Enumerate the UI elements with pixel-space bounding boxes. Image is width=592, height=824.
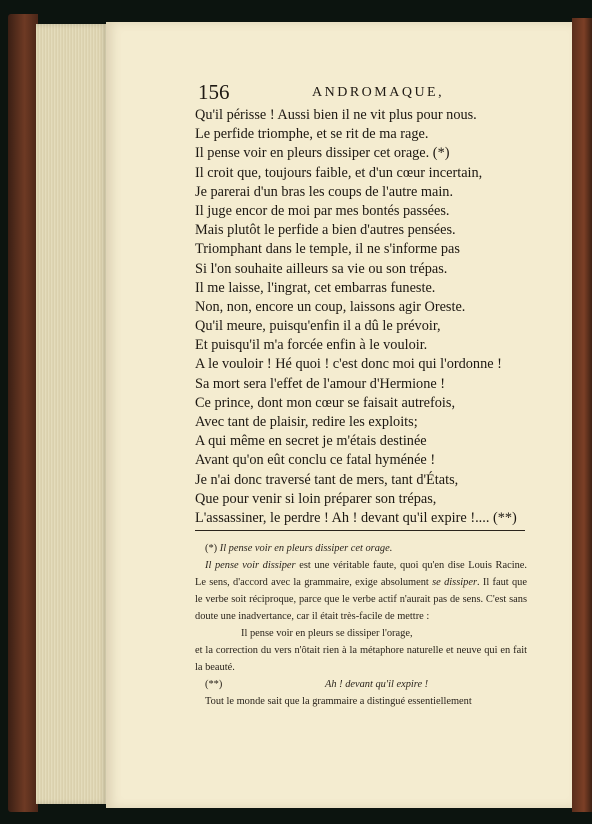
verse-line: Qu'il périsse ! Aussi bien il ne vit plus pour nous. <box>195 107 477 123</box>
book-cover-left <box>8 14 38 812</box>
footnote-1-heading <box>195 540 527 557</box>
page-number: 156 <box>198 80 230 104</box>
footnote-1-correction-verse: Il pense voir en pleurs se dissiper l'orage, <box>241 628 413 639</box>
verse-line: Que pour venir si loin préparer son trépas, <box>195 490 437 507</box>
footnote-1-italic-correction: se dissiper <box>432 577 477 588</box>
footnote-2-text: Tout le monde sait que la grammaire a distingué essentiellement <box>205 696 472 707</box>
footnote-1-conclusion: et la correction du vers n'ôtait rien à la métaphore naturelle et neuve qui en fait la beauté. <box>195 645 527 673</box>
footnote-1-italic-phrase: Il pense voir dissiper <box>205 560 296 571</box>
verse-line: Si l'on souhaite ailleurs sa vie ou son trépas. <box>195 260 448 277</box>
verse-line: Je parerai d'un bras les coups de l'autre main. <box>195 183 454 200</box>
verse-line: Il pense voir en pleurs dissiper cet orage. (*) <box>195 145 450 162</box>
verse-line: Non, non, encore un coup, laissons agir Oreste. <box>195 298 466 315</box>
footnotes <box>195 540 527 710</box>
verse-line: Avant qu'on eût conclu ce fatal hyménée ! <box>195 452 436 469</box>
page-edges <box>36 24 108 804</box>
verse-line: Et puisqu'il m'a forcée enfin à le vouloir. <box>195 337 428 354</box>
verse-line: Il me laisse, l'ingrat, cet embarras funeste. <box>195 279 436 296</box>
footnote-2-mark: (**) <box>205 679 223 690</box>
verse-line: Le perfide triomphe, et se rit de ma rage. <box>195 126 429 143</box>
verse-line: A qui même en secret je m'étais destinée <box>195 433 427 450</box>
verse-block <box>195 106 535 528</box>
verse-line: Qu'il meure, puisqu'enfin il a dû le prévoir, <box>195 318 441 335</box>
footnote-1-text-part: est une véritable faute, quoi qu'en dise Louis Racine. Le sens, d'accord avec la grammaire, exige absolument <box>195 560 527 588</box>
verse-line: Ce prince, dont mon cœur se faisait autrefois, <box>195 394 456 411</box>
verse-line: Il croit que, toujours faible, et d'un cœur incertain, <box>195 164 483 181</box>
verse-line: Avec tant de plaisir, redire les exploits; <box>195 414 418 430</box>
running-head <box>198 80 528 104</box>
footnote-rule <box>195 530 525 531</box>
verse-line: Triomphant dans le temple, il ne s'informe pas <box>195 241 460 258</box>
footnote-1-mark: (*) <box>205 543 218 554</box>
book-cover-right <box>572 18 592 812</box>
footnote-1-quote: Il pense voir en pleurs dissiper cet orage. <box>219 543 393 554</box>
footnote-2-heading <box>195 676 527 693</box>
verse-line: Je n'ai donc traversé tant de mers, tant d'États, <box>195 471 459 488</box>
verse-line: L'assassiner, le perdre ! Ah ! devant qu'il expire !.... (**) <box>195 509 517 526</box>
verse-line: Il juge encor de moi par mes bontés passées. <box>195 202 450 219</box>
verse-line: Sa mort sera l'effet de l'amour d'Hermione ! <box>195 375 446 392</box>
footnote-1-text-part: . Il faut que le verbe soit réciproque, parce que le verbe actif n'aurait pas de sens. C'est sans doute une inadvertance, car il était très-facile de mettre : <box>195 577 527 622</box>
footnote-2-quote: Ah ! devant qu'il expire ! <box>325 679 429 690</box>
running-title: ANDROMAQUE, <box>312 85 445 100</box>
verse-line: A le vouloir ! Hé quoi ! c'est donc moi qui l'ordonne ! <box>195 356 502 373</box>
footnote-1-commentary <box>195 557 527 625</box>
verse-line: Mais plutôt le perfide a bien d'autres pensées. <box>195 222 456 239</box>
